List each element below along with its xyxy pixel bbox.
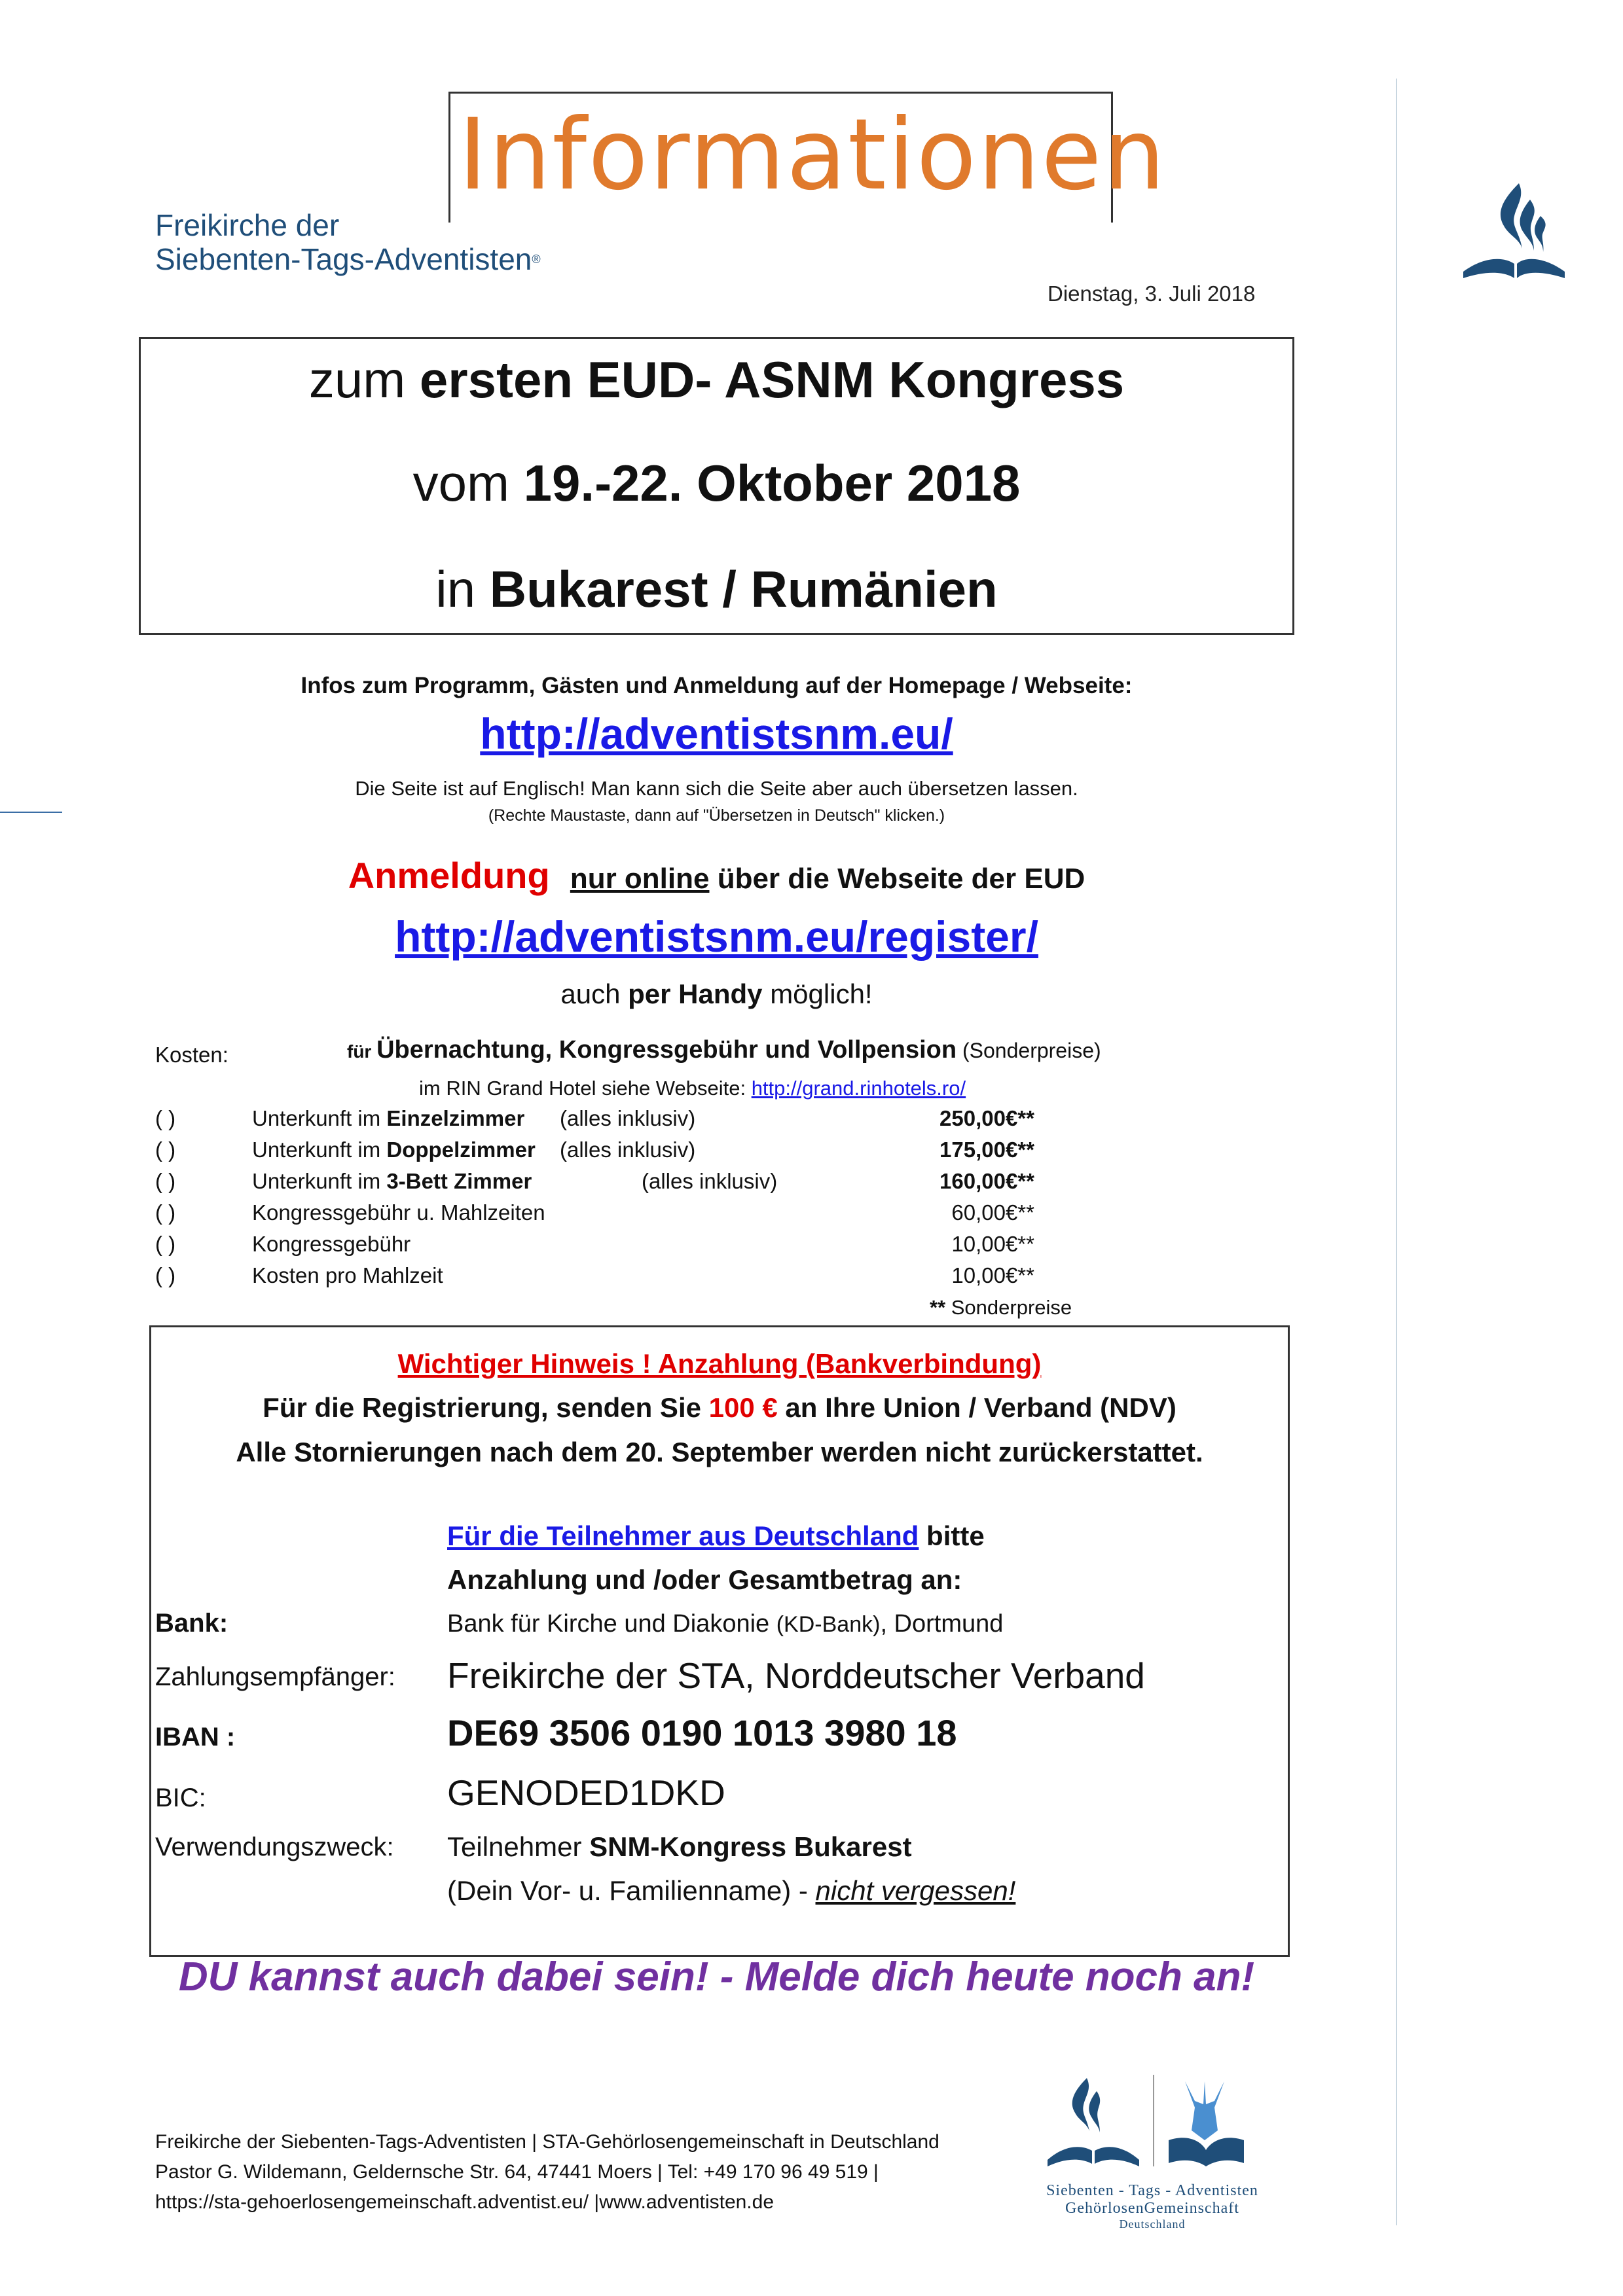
cost-room-type: 3-Bett Zimmer xyxy=(386,1169,532,1193)
event-dates-prefix: vom xyxy=(412,454,524,512)
footer-line-1: Freikirche der Siebenten-Tags-Adventisten | STA-Gehörlosengemeinschaft in Deutschland xyxy=(155,2131,939,2153)
footnote-star: ** xyxy=(930,1296,946,1319)
bank-value-small: (KD-Bank) xyxy=(776,1612,881,1637)
bic-value: GENODED1DKD xyxy=(447,1772,725,1813)
costs-label: Kosten: xyxy=(155,1043,228,1067)
org-line-1: Freikirche der xyxy=(155,208,340,242)
costs-fuer: für xyxy=(347,1041,377,1062)
footnote-text: Sonderpreise xyxy=(945,1296,1072,1319)
cost-note: (alles inklusiv) xyxy=(642,1169,778,1193)
homepage-link[interactable]: http://adventistsnm.eu/ xyxy=(480,709,953,758)
cost-description-text: Unterkunft im xyxy=(252,1169,387,1193)
germany-line xyxy=(447,1520,985,1552)
costs-headline xyxy=(347,1036,1101,1064)
mobile-note-bold: per Handy xyxy=(628,978,763,1009)
hotel-link[interactable]: http://grand.rinhotels.ro/ xyxy=(751,1077,966,1100)
cost-checkbox[interactable]: ( ) xyxy=(155,1200,176,1225)
payment-instruction: Anzahlung und /oder Gesamtbetrag an: xyxy=(447,1564,962,1595)
registration-rest: über die Webseite der EUD xyxy=(709,863,1085,895)
logo-line-2: GehörlosenGemeinschaft xyxy=(1065,2200,1239,2217)
registration-line xyxy=(139,854,1294,897)
cost-price: 250,00€** xyxy=(939,1106,1034,1130)
registration-payment xyxy=(149,1392,1290,1424)
mobile-note xyxy=(139,978,1294,1010)
hotel-line xyxy=(419,1077,966,1100)
purpose-value xyxy=(447,1831,912,1863)
slogan: DU kannst auch dabei sein! - Melde dich heute noch an! xyxy=(178,1954,1255,2000)
logo-line-1: Siebenten - Tags - Adventisten xyxy=(1046,2182,1258,2199)
cost-description-text: Kongressgebühr xyxy=(252,1232,411,1256)
event-location-bold: Bukarest / Rumänien xyxy=(489,560,998,618)
page-title: Informationen xyxy=(458,98,1167,212)
bic-label: BIC: xyxy=(155,1784,206,1812)
info-note-2: (Rechte Maustaste, dann auf "Übersetzen in Deutsch" klicken.) xyxy=(488,806,945,825)
org-name xyxy=(155,208,541,276)
cost-description xyxy=(252,1263,443,1288)
costs-headline-text: Übernachtung, Kongressgebühr und Vollpension xyxy=(376,1036,957,1064)
cost-description xyxy=(252,1200,545,1225)
important-note: Wichtiger Hinweis ! Anzahlung (Bankverbindung) xyxy=(397,1348,1042,1379)
costs-footnote xyxy=(930,1296,1072,1319)
recipient-value: Freikirche der STA, Norddeutscher Verband xyxy=(447,1655,1145,1696)
purpose-line-2-text: (Dein Vor- u. Familienname) - xyxy=(447,1875,816,1906)
registration-label: Anmeldung xyxy=(348,855,550,896)
registration-payment-pre: Für die Registrierung, senden Sie xyxy=(263,1392,709,1423)
registration-amount: 100 € xyxy=(708,1392,778,1423)
org-line-2-text: Siebenten-Tags-Adventisten xyxy=(155,242,532,276)
cost-description xyxy=(252,1169,532,1194)
registered-mark: ® xyxy=(532,253,541,266)
purpose-bold: SNM-Kongress Bukarest xyxy=(589,1831,912,1862)
document-date: Dienstag, 3. Juli 2018 xyxy=(1048,281,1256,306)
cost-price: 175,00€** xyxy=(939,1138,1034,1162)
event-title-prefix: zum xyxy=(308,351,420,408)
purpose-note: nicht vergessen! xyxy=(815,1875,1016,1906)
iban-label: IBAN : xyxy=(155,1723,236,1751)
event-dates xyxy=(139,454,1294,513)
registration-payment-post: an Ihre Union / Verband (NDV) xyxy=(777,1392,1176,1423)
bank-value xyxy=(447,1610,1003,1638)
footer-line-2: Pastor G. Wildemann, Geldernsche Str. 64, 47441 Moers | Tel: +49 170 96 49 519 | xyxy=(155,2161,879,2183)
deaf-community-logo xyxy=(1034,2068,1270,2232)
cost-price: 160,00€** xyxy=(939,1169,1034,1193)
purpose-pre: Teilnehmer xyxy=(447,1831,590,1862)
cost-description-text: Unterkunft im xyxy=(252,1106,387,1130)
register-link[interactable]: http://adventistsnm.eu/register/ xyxy=(395,912,1038,961)
bank-label: Bank: xyxy=(155,1609,228,1638)
event-location-prefix: in xyxy=(435,560,490,618)
mobile-note-post: möglich! xyxy=(762,978,873,1009)
cost-checkbox[interactable]: ( ) xyxy=(155,1169,176,1193)
iban-value: DE69 3506 0190 1013 3980 18 xyxy=(447,1712,957,1753)
costs-special: (Sonderpreise) xyxy=(957,1039,1101,1062)
cancellation-note: Alle Stornierungen nach dem 20. September werden nicht zurückerstattet. xyxy=(236,1437,1203,1467)
left-margin-tick xyxy=(0,812,62,813)
footer xyxy=(155,2127,939,2217)
cost-description xyxy=(252,1138,536,1162)
event-title xyxy=(139,350,1294,410)
adventist-logo-icon xyxy=(1457,180,1571,285)
deaf-community-logo-icon xyxy=(1034,2068,1270,2176)
mobile-note-pre: auch xyxy=(560,978,629,1009)
registration-online: nur online xyxy=(570,863,710,895)
cost-checkbox[interactable]: ( ) xyxy=(155,1106,176,1130)
cost-description-text: Kongressgebühr u. Mahlzeiten xyxy=(252,1200,545,1225)
cost-note: (alles inklusiv) xyxy=(560,1106,696,1130)
info-note-1: Die Seite ist auf Englisch! Man kann sich die Seite aber auch übersetzen lassen. xyxy=(355,777,1078,800)
cost-note: (alles inklusiv) xyxy=(560,1138,696,1162)
germany-rest: bitte xyxy=(919,1520,985,1551)
cost-price: 10,00€** xyxy=(951,1232,1034,1256)
event-dates-bold: 19.-22. Oktober 2018 xyxy=(523,454,1021,512)
cost-description xyxy=(252,1232,410,1257)
event-location xyxy=(139,560,1294,619)
germany-link[interactable]: Für die Teilnehmer aus Deutschland xyxy=(447,1520,919,1551)
cost-room-type: Doppelzimmer xyxy=(386,1138,536,1162)
bank-value-pre: Bank für Kirche und Diakonie xyxy=(447,1610,776,1638)
bank-value-post: , Dortmund xyxy=(880,1610,1004,1638)
hotel-prefix: im RIN Grand Hotel siehe Webseite: xyxy=(419,1077,752,1100)
cost-description-text: Unterkunft im xyxy=(252,1138,387,1162)
cost-description-text: Kosten pro Mahlzeit xyxy=(252,1263,443,1287)
recipient-label: Zahlungsempfänger: xyxy=(155,1662,395,1691)
cost-price: 60,00€** xyxy=(951,1200,1034,1225)
cost-checkbox[interactable]: ( ) xyxy=(155,1232,176,1256)
org-line-2 xyxy=(155,242,541,276)
cost-checkbox[interactable]: ( ) xyxy=(155,1138,176,1162)
cost-description xyxy=(252,1106,524,1131)
logo-line-3: Deutschland xyxy=(1119,2217,1186,2231)
purpose-label: Verwendungszweck: xyxy=(155,1833,394,1861)
info-heading: Infos zum Programm, Gästen und Anmeldung auf der Homepage / Webseite: xyxy=(301,673,1133,698)
cost-price: 10,00€** xyxy=(951,1263,1034,1287)
right-margin-line xyxy=(1396,79,1397,2225)
cost-checkbox[interactable]: ( ) xyxy=(155,1263,176,1287)
footer-line-3[interactable]: https://sta-gehoerlosengemeinschaft.adventist.eu/ |www.adventisten.de xyxy=(155,2191,775,2213)
cost-room-type: Einzelzimmer xyxy=(386,1106,525,1130)
purpose-line-2 xyxy=(447,1875,1015,1907)
event-title-bold: ersten EUD- ASNM Kongress xyxy=(419,351,1125,408)
